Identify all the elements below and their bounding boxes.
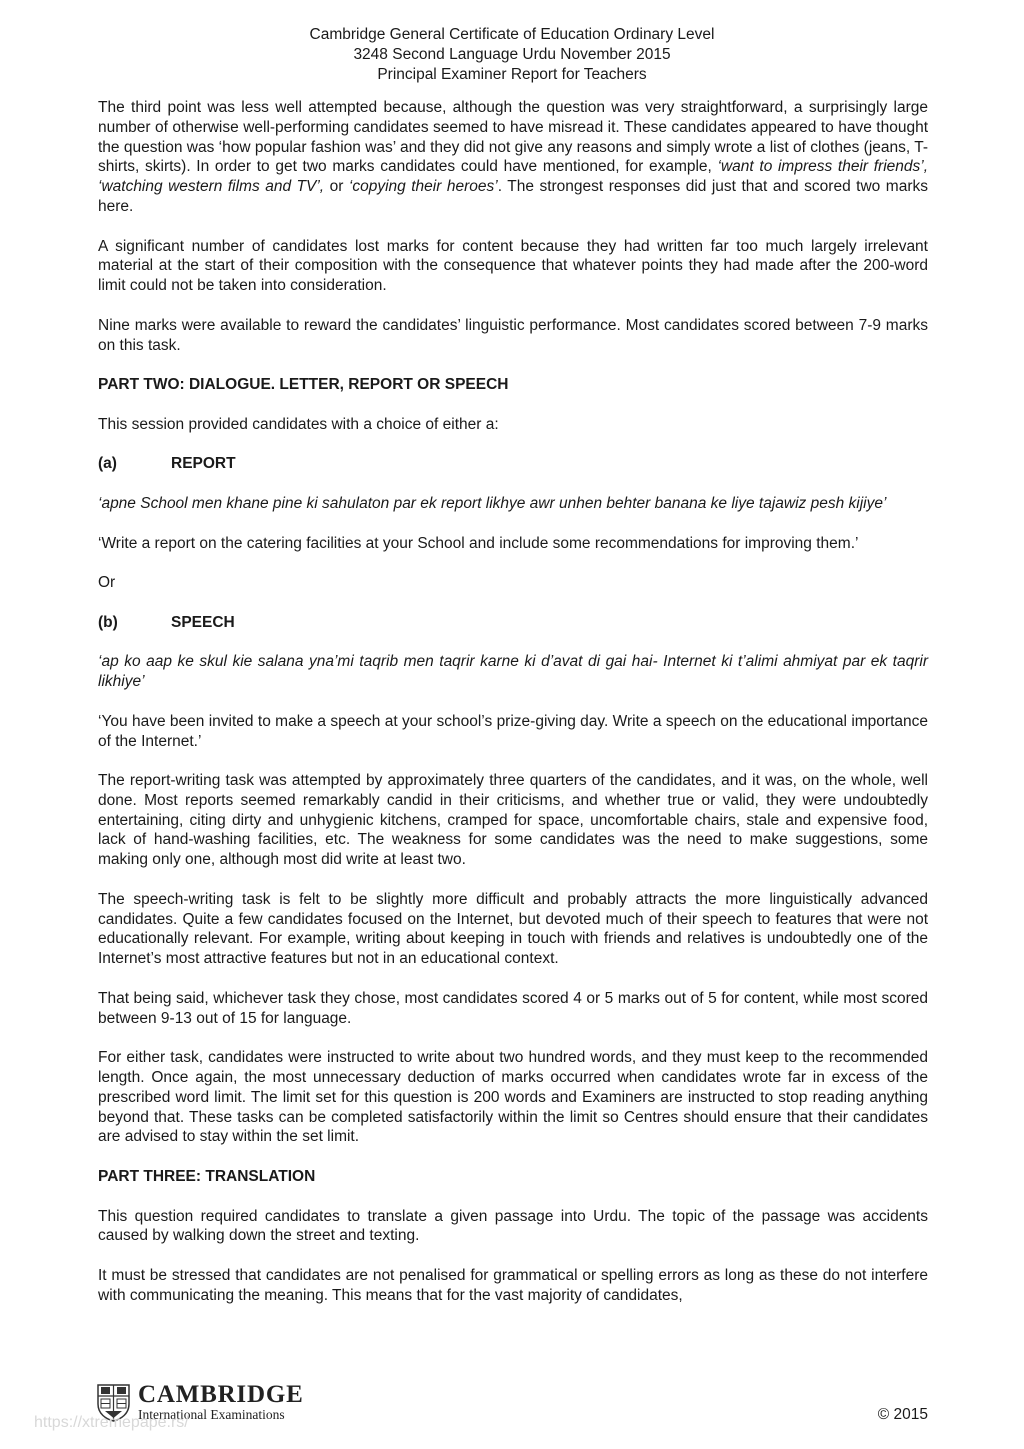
paragraph-third-point (98, 98, 928, 217)
part-two-heading: PART TWO: DIALOGUE. LETTER, REPORT OR SPEECH (98, 376, 509, 394)
option-b-label: (b) (98, 613, 118, 631)
report-body (98, 98, 928, 1325)
option-b-title: SPEECH (171, 613, 235, 631)
quoted-example: ‘copying their heroes’ (348, 178, 498, 196)
paragraph-scores: That being said, whichever task they chose, most candidates scored 4 or 5 marks out of 5 for content, while most scored between 9-13 out of 15 for language. (98, 989, 928, 1027)
or-separator: Or (98, 574, 116, 592)
page-header (0, 25, 1024, 85)
paragraph-text: . The strongest responses did just that and scored two marks here. (98, 178, 928, 215)
watermark-url: https://xtremepape.rs/ (34, 1414, 189, 1431)
paragraph-content-marks: A significant number of candidates lost marks for content because they had written far too much largely irrelevant material at the start of their composition with the consequence that whatever points they had made after the 200-word limit could not be taken into consideration. (98, 237, 928, 295)
option-b-urdu-prompt: ‘ap ko aap ke skul kie salana yna’mi taqrib men taqrir karne ki d’avat di gai hai- Internet ki t’alimi ahmiyat par ek taqrir likhiye’ (98, 653, 928, 691)
option-a-urdu-prompt: ‘apne School men khane pine ki sahulaton par ek report likhye awr unhen behter banana ke liye tajawiz pesh kijiye’ (98, 494, 887, 512)
option-b-english-prompt: ‘You have been invited to make a speech at your school’s prize-giving day. Write a speech on the educational importance of the Internet.’ (98, 712, 928, 750)
option-a-english-prompt: ‘Write a report on the catering facilities at your School and include some recommendations for improving them.’ (98, 534, 859, 552)
paragraph-translation: This question required candidates to translate a given passage into Urdu. The topic of the passage was accidents caused by walking down the street and texting. (98, 1207, 928, 1245)
quoted-example: ‘want to impress their friends’, ‘watching western films and TV’, (98, 158, 928, 196)
part-three-heading: PART THREE: TRANSLATION (98, 1168, 316, 1186)
paragraph-text: The third point was less well attempted because, although the question was very straightforward, a surprisingly large number of otherwise well-performing candidates seemed to have misread it. These candidates appeared to have thought the question was ‘how popular fashion was’ and they did not give any reasons and simply wrote a list of clothes (jeans, T-shirts, skirts). In order to get two marks candidates could have mentioned, for example, (98, 99, 928, 176)
option-b-heading (98, 613, 928, 633)
copyright-notice: © 2015 (877, 1406, 928, 1423)
header-line-2: 3248 Second Language Urdu November 2015 (353, 46, 671, 63)
paragraph-penalties: It must be stressed that candidates are not penalised for grammatical or spelling errors as long as these do not interfere with communicating the meaning. This means that for the vast majority of candidates, (98, 1267, 928, 1304)
logo-sub-text: International Examinations (138, 1407, 285, 1422)
option-a-title: REPORT (171, 455, 236, 473)
option-a-heading (98, 454, 928, 474)
paragraph-word-limit: For either task, candidates were instructed to write about two hundred words, and they must keep to the recommended length. Once again, the most unnecessary deduction of marks occurred when candidates wrote far in excess of the prescribed word limit. The limit set for this question is 200 words and Examiners are instructed to stop reading anything beyond that. These tasks can be completed satisfactorily within the limit so Centres should ensure that their candidates are advised to stay within the set limit. (98, 1049, 928, 1146)
paragraph-report-task: The report-writing task was attempted by approximately three quarters of the candidates, and it was, on the whole, well done. Most reports seemed remarkably candid in their criticisms, and whether true or valid, they were undoubtedly entertaining, citing dirty and unhygienic kitchens, cramped for space, uncomfortable chairs, stale and expensive food, lack of hand-washing facilities, etc. The weakness for some candidates was the need to make suggestions, some making only one, although most did write at least two. (98, 772, 928, 869)
header-line-3: Principal Examiner Report for Teachers (377, 66, 647, 83)
paragraph-choice: This session provided candidates with a choice of either a: (98, 415, 499, 433)
logo-main-text: CAMBRIDGE (138, 1381, 304, 1408)
paragraph-speech-task: The speech-writing task is felt to be slightly more difficult and probably attracts the more linguistically advanced candidates. Quite a few candidates focused on the Internet, but devoted much of their speech to features that were not educationally relevant. For example, writing about keeping in touch with friends and relatives is undoubtedly one of the Internet’s most attractive features but not in an educational context. (98, 890, 928, 968)
paragraph-text: or (324, 178, 349, 196)
option-a-label: (a) (98, 455, 117, 473)
header-line-1: Cambridge General Certificate of Education Ordinary Level (309, 26, 715, 43)
paragraph-linguistic-marks: Nine marks were available to reward the candidates’ linguistic performance. Most candidates scored between 7-9 marks on this task. (98, 316, 928, 354)
